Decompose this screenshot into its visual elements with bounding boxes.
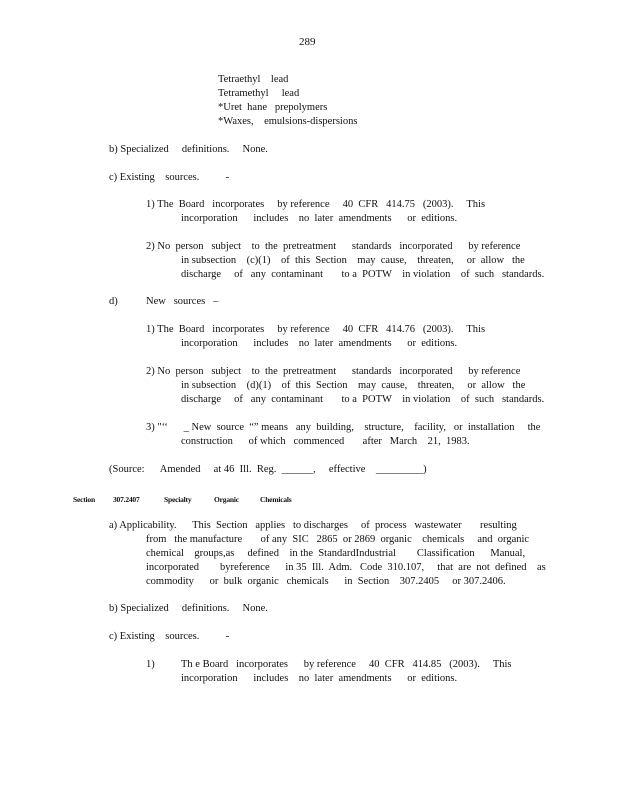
page-number: 289 (299, 36, 316, 48)
section-heading-title: Specialty (164, 495, 192, 504)
section-heading-label: Section (73, 495, 95, 504)
paragraph-line: incorporation includes no later amendments or editions. (181, 213, 458, 224)
list-item: *Waxes, emulsions-dispersions (218, 116, 358, 127)
list-item: Tetramethyl lead (218, 88, 300, 99)
list-item: Tetraethyl lead (218, 74, 289, 85)
list-item: *Uret hane prepolymers (218, 102, 328, 113)
existing-sources-heading: c) Existing sources. - (109, 172, 230, 183)
paragraph-line: from the manufacture of any SIC 2865 or 2869 organic chemicals and organic (146, 534, 530, 545)
specialized-definitions: b) Specialized definitions. None. (109, 603, 268, 614)
paragraph-line: Th e Board incorporates by reference 40 CFR 414.85 (2003). This (181, 659, 512, 670)
paragraph-line: chemical groups,as defined in the StandardIndustrial Classification Manual, (146, 548, 526, 559)
subsection-label: d) (109, 296, 118, 307)
paragraph-line: a) Applicability. This Section applies to discharges of process wastewater resulting (109, 520, 517, 531)
source-note: (Source: Amended at 46 Ill. Reg. ______, effective _________) (109, 464, 427, 475)
paragraph-line: construction of which commenced after March 21, 1983. (181, 436, 470, 447)
section-heading-title: Organic (214, 495, 239, 504)
paragraph-line: in subsection (c)(1) of this Section may cause, threaten, or allow the (181, 255, 525, 266)
paragraph-line: incorporation includes no later amendments or editions. (181, 673, 458, 684)
paragraph-line: incorporation includes no later amendments or editions. (181, 338, 458, 349)
paragraph-line: in subsection (d)(1) of this Section may cause, threaten, or allow the (181, 380, 526, 391)
paragraph-line: discharge of any contaminant to a POTW in violation of such standards. (181, 394, 545, 405)
existing-sources-heading: c) Existing sources. - (109, 631, 230, 642)
paragraph-line: incorporated byreference in 35 Ill. Adm. Code 310.107, that are not defined as (146, 562, 546, 573)
paragraph-line: 3) "‘‘ _ New source “” means any building, structure, facility, or installation the (146, 422, 541, 433)
new-sources-heading: New sources – (146, 296, 219, 307)
specialized-definitions: b) Specialized definitions. None. (109, 144, 268, 155)
paragraph-line: 2) No person subject to the pretreatment standards incorporated by reference (146, 241, 521, 252)
paragraph-line: 1) The Board incorporates by reference 40 CFR 414.76 (2003). This (146, 324, 486, 335)
paragraph-line: 2) No person subject to the pretreatment standards incorporated by reference (146, 366, 521, 377)
paragraph-line: discharge of any contaminant to a POTW in violation of such standards. (181, 269, 545, 280)
paragraph-line: commodity or bulk organic chemicals in Section 307.2405 or 307.2406. (146, 576, 506, 587)
section-heading-title: Chemicals (260, 495, 292, 504)
section-heading-number: 307.2407 (113, 495, 140, 504)
subsection-label: 1) (146, 659, 155, 670)
paragraph-line: 1) The Board incorporates by reference 40 CFR 414.75 (2003). This (146, 199, 486, 210)
